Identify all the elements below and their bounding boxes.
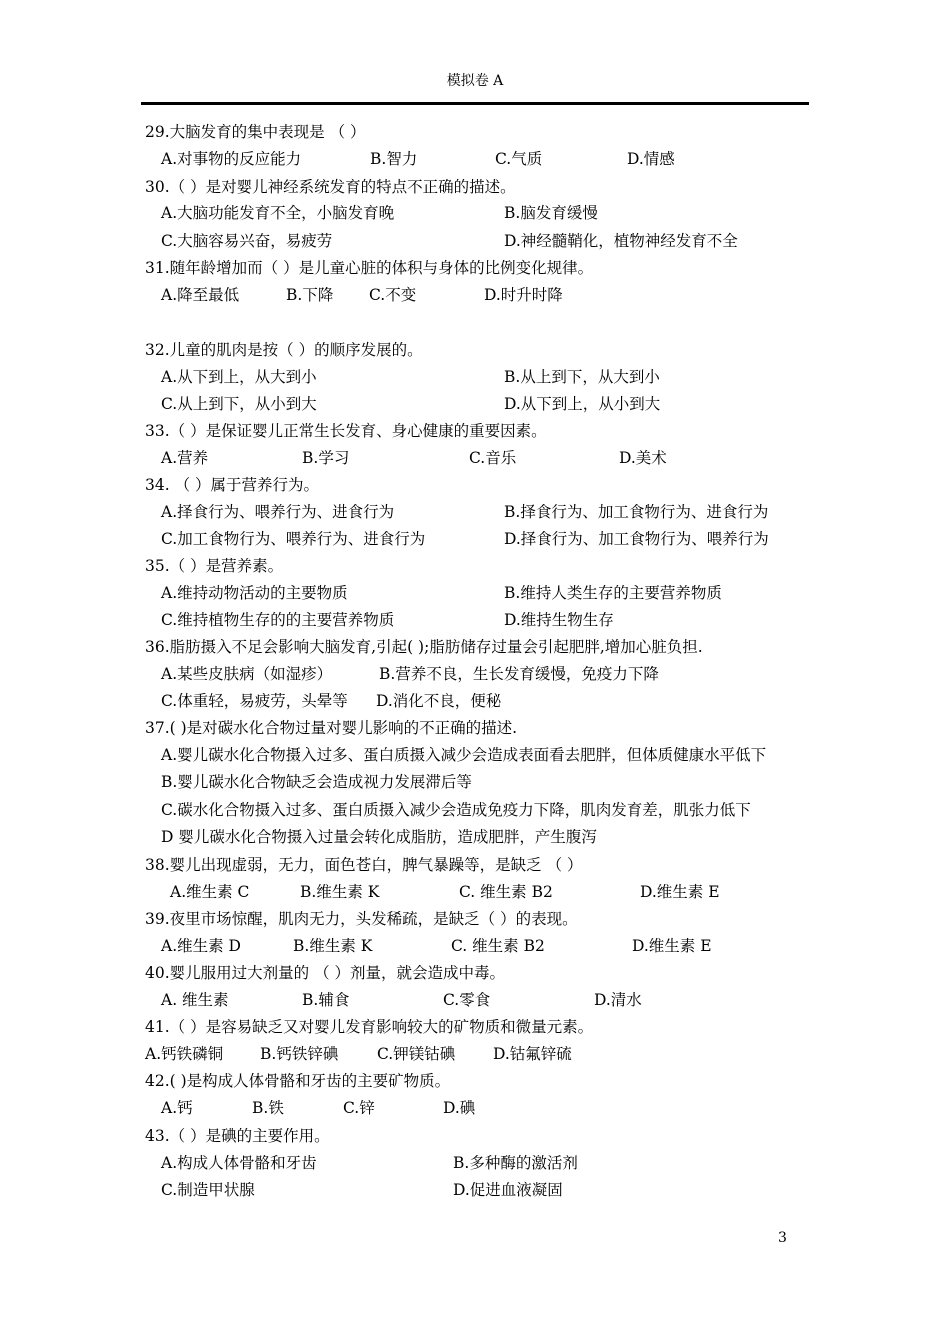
option-text: C.钾镁钴碘 [377, 1045, 456, 1063]
question-line: 30.（ ）是对婴儿神经系统发育的特点不正确的描述。 [145, 178, 516, 196]
question-line: 31.随年龄增加而（ ）是儿童心脏的体积与身体的比例变化规律。 [145, 259, 594, 277]
question-line: 36.脂肪摄入不足会影响大脑发育,引起( );脂肪储存过量会引起肥胖,增加心脏负担. [145, 638, 703, 656]
question-line: B.婴儿碳水化合物缺乏会造成视力发展滞后等 [161, 773, 472, 791]
option-text: C.锌 [343, 1099, 375, 1117]
question-line: A. 维生素 [161, 991, 229, 1009]
option-text: C.气质 [495, 150, 543, 168]
question-line: C.从上到下，从小到大 [161, 395, 317, 413]
option-text: D.神经髓鞘化，植物神经发育不全 [504, 232, 738, 250]
option-text: D.维持生物生存 [504, 611, 614, 629]
header-rule [141, 102, 809, 105]
question-line: 40.婴儿服用过大剂量的 （ ）剂量，就会造成中毒。 [145, 964, 506, 982]
option-text: D.消化不良，便秘 [376, 692, 502, 710]
question-line: 43.（ ）是碘的主要作用。 [145, 1127, 330, 1145]
question-line: A.择食行为、喂养行为、进食行为 [161, 503, 395, 521]
option-text: B.维生素 K [300, 883, 380, 901]
question-line: 37.( )是对碳水化合物过量对婴儿影响的不正确的描述. [145, 719, 518, 737]
question-line: A.维生素 C [170, 883, 250, 901]
question-line: 41.（ ）是容易缺乏又对婴儿发育影响较大的矿物质和微量元素。 [145, 1018, 594, 1036]
question-line: A.维生素 D [161, 937, 241, 955]
option-text: D.情感 [627, 150, 675, 168]
option-text: B.钙铁锌碘 [260, 1045, 339, 1063]
option-text: D.时升时降 [484, 286, 563, 304]
question-line: A.营养 [161, 449, 209, 467]
option-text: B.智力 [370, 150, 418, 168]
question-line: A.婴儿碳水化合物摄入过多、蛋白质摄入减少会造成表面看去肥胖，但体质健康水平低下 [161, 746, 767, 764]
question-line: A.大脑功能发育不全，小脑发育晚 [161, 204, 395, 222]
option-text: B.维生素 K [293, 937, 373, 955]
option-text: C.零食 [443, 991, 491, 1009]
option-text: D.维生素 E [632, 937, 712, 955]
question-line: C.大脑容易兴奋，易疲劳 [161, 232, 333, 250]
option-text: C.不变 [369, 286, 417, 304]
question-line: C.加工食物行为、喂养行为、进食行为 [161, 530, 426, 548]
option-text: B.多种酶的激活剂 [453, 1154, 578, 1172]
option-text: D.从下到上，从小到大 [504, 395, 661, 413]
question-line: A.构成人体骨骼和牙齿 [161, 1154, 317, 1172]
question-line: A.对事物的反应能力 [161, 150, 302, 168]
option-text: B.维持人类生存的主要营养物质 [504, 584, 722, 602]
question-line: 34. （ ）属于营养行为。 [145, 476, 320, 494]
option-text: C. 维生素 B2 [451, 937, 545, 955]
option-text: B.辅食 [302, 991, 350, 1009]
question-line: A.钙 [161, 1099, 193, 1117]
option-text: D.清水 [594, 991, 642, 1009]
option-text: B.下降 [286, 286, 334, 304]
option-text: B.脑发育缓慢 [504, 204, 598, 222]
option-text: B.铁 [252, 1099, 284, 1117]
question-line: D 婴儿碳水化合物摄入过量会转化成脂肪，造成肥胖，产生腹泻 [161, 828, 597, 846]
question-line: A.从下到上，从大到小 [161, 368, 317, 386]
question-line: A.降至最低 [161, 286, 240, 304]
option-text: B.营养不良，生长发育缓慢，免疫力下降 [379, 665, 659, 683]
question-line: 42.( )是构成人体骨骼和牙齿的主要矿物质。 [145, 1072, 451, 1090]
option-text: D.维生素 E [640, 883, 720, 901]
question-line: 33.（ ）是保证婴儿正常生长发育、身心健康的重要因素。 [145, 422, 547, 440]
question-line: C.碳水化合物摄入过多、蛋白质摄入减少会造成免疫力下降，肌肉发育差，肌张力低下 [161, 801, 751, 819]
option-text: B.学习 [302, 449, 350, 467]
question-line: 39.夜里市场惊醒，肌肉无力，头发稀疏，是缺乏（ ）的表现。 [145, 910, 578, 928]
question-line: 29.大脑发育的集中表现是 （ ） [145, 123, 366, 141]
question-line: A.某些皮肤病（如湿疹） [161, 665, 333, 683]
option-text: C.音乐 [469, 449, 517, 467]
option-text: C. 维生素 B2 [459, 883, 553, 901]
question-line: A.钙铁磷铜 [145, 1045, 224, 1063]
option-text: B.择食行为、加工食物行为、进食行为 [504, 503, 769, 521]
question-line: C.体重轻，易疲劳，头晕等 [161, 692, 348, 710]
option-text: D.促进血液凝固 [453, 1181, 563, 1199]
option-text: D.择食行为、加工食物行为、喂养行为 [504, 530, 769, 548]
question-line: C.维持植物生存的的主要营养物质 [161, 611, 395, 629]
option-text: D.碘 [443, 1099, 476, 1117]
option-text: D.钴氟锌硫 [493, 1045, 572, 1063]
question-line: 35.（ ）是营养素。 [145, 557, 284, 575]
option-text: D.美术 [619, 449, 667, 467]
page-number: 3 [778, 1230, 787, 1246]
question-line: C.制造甲状腺 [161, 1181, 255, 1199]
question-line: 32.儿童的肌肉是按（ ）的顺序发展的。 [145, 341, 423, 359]
question-line: A.维持动物活动的主要物质 [161, 584, 348, 602]
option-text: B.从上到下，从大到小 [504, 368, 660, 386]
question-line: 38.婴儿出现虚弱，无力，面色苍白，脾气暴躁等，是缺乏 （ ） [145, 856, 583, 874]
page-header-title: 模拟卷 A [446, 73, 504, 89]
